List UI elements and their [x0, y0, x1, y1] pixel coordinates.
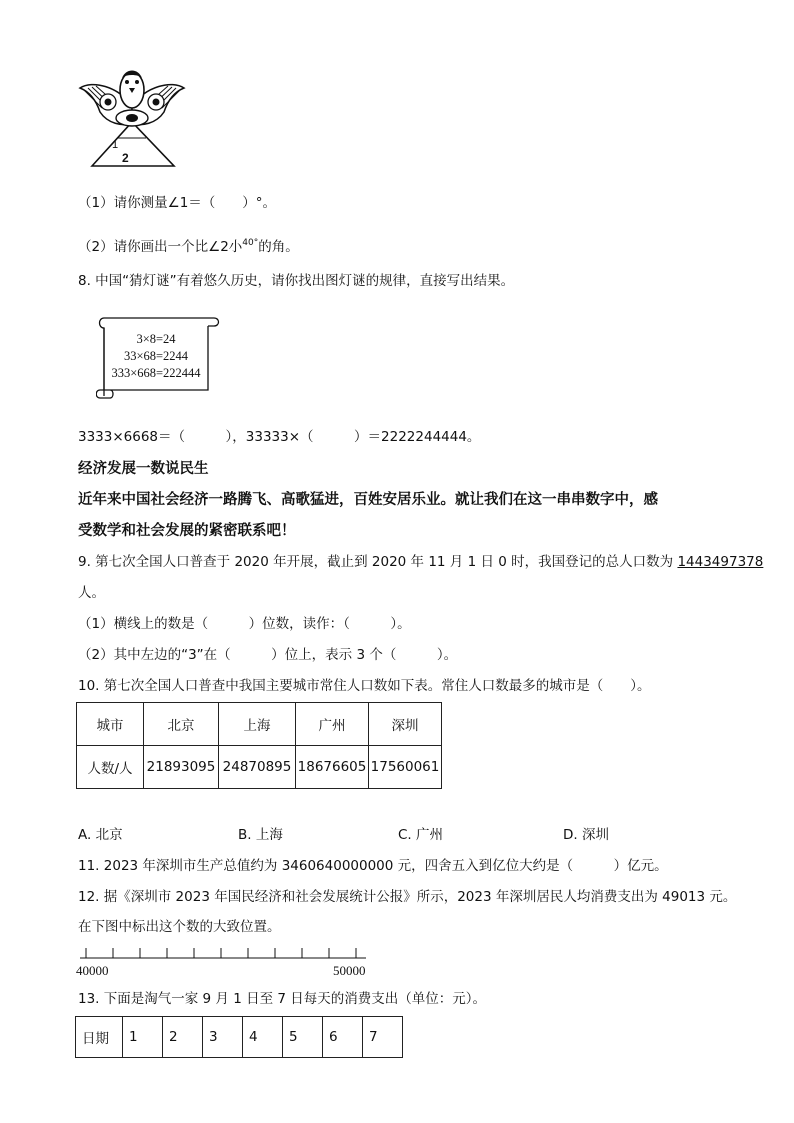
q7-part2-b: 的角。 — [258, 239, 299, 255]
q7-part2-sup: 40° — [242, 238, 259, 248]
table-cell: 21893095 — [144, 746, 219, 789]
q9-part2: （2）其中左边的“3”在（ ）位上，表示 3 个（ ）。 — [78, 647, 458, 663]
q7-part1: （1）请你测量∠1＝（ ）°。 — [78, 195, 277, 211]
q8-text: 8. 中国“猜灯谜”有着悠久历史，请你找出图灯谜的规律，直接写出结果。 — [78, 273, 515, 289]
lantern-riddle-scroll — [96, 312, 222, 400]
q10-option-d: D. 深圳 — [563, 827, 609, 843]
section-intro-line2: 受数学和社会发展的紧密联系吧！ — [78, 523, 296, 539]
q10-option-a: A. 北京 — [78, 827, 123, 843]
q10-option-b: B. 上海 — [238, 827, 283, 843]
table-cell: 7 — [363, 1017, 403, 1058]
section-intro-line1: 近年来中国社会经济一路腾飞、高歌猛进，百姓安居乐业。就让我们在这一串串数字中，感 — [78, 492, 658, 508]
number-line — [80, 944, 370, 968]
q13-text: 13. 下面是淘气一家 9 月 1 日至 7 日每天的消费支出（单位：元）。 — [78, 991, 487, 1007]
q9-text — [78, 553, 763, 571]
q7-part2 — [78, 238, 299, 258]
q7-part2-a: （2）请你画出一个比∠2小 — [78, 239, 243, 255]
table-cell: 3 — [203, 1017, 243, 1058]
q9-part1: （1）横线上的数是（ ）位数，读作：（ ）。 — [78, 616, 411, 632]
table-cell: 1 — [123, 1017, 163, 1058]
population-table — [76, 702, 442, 789]
angle2-label: 2 — [122, 151, 129, 165]
table-cell: 上海 — [219, 703, 296, 746]
q12-text-line1: 12. 据《深圳市 2023 年国民经济和社会发展统计公报》所示，2023 年深圳居民人均消费支出为 49013 元。 — [78, 889, 737, 905]
q8-answer: 3333×6668＝（ ），33333×（ ）＝2222244444。 — [78, 429, 481, 445]
kite-image — [78, 66, 186, 174]
table-cell: 北京 — [144, 703, 219, 746]
q12-text-line2: 在下图中标出这个数的大致位置。 — [78, 919, 281, 935]
table-cell: 广州 — [296, 703, 369, 746]
table-cell: 2 — [163, 1017, 203, 1058]
table-cell: 24870895 — [219, 746, 296, 789]
table-row — [77, 703, 442, 746]
q10-text: 10. 第七次全国人口普查中我国主要城市常住人口数如下表。常住人口数最多的城市是（ ）。 — [78, 678, 651, 694]
table-cell: 6 — [323, 1017, 363, 1058]
table-cell: 人数/人 — [77, 746, 144, 789]
scroll-line-1: 3×8=24 — [136, 332, 176, 346]
table-row — [76, 1017, 403, 1058]
q9-number: 1443497378 — [677, 554, 764, 570]
table-cell: 17560061 — [369, 746, 442, 789]
q9-text-b: 人。 — [78, 585, 105, 601]
scroll-line-2: 33×68=2244 — [123, 349, 189, 363]
section-title: 经济发展一数说民生 — [78, 461, 209, 477]
q9-text-a: 9. 第七次全国人口普查于 2020 年开展，截止到 2020 年 11 月 1 日 0 时，我国登记的总人口数为 — [78, 554, 678, 570]
table-cell: 4 — [243, 1017, 283, 1058]
angle1-label: 1 — [112, 139, 119, 151]
table-cell: 深圳 — [369, 703, 442, 746]
table-cell: 18676605 — [296, 746, 369, 789]
table-cell: 城市 — [77, 703, 144, 746]
table-cell: 日期 — [76, 1017, 123, 1058]
table-cell: 5 — [283, 1017, 323, 1058]
number-line-start: 40000 — [76, 963, 109, 978]
table-row — [77, 746, 442, 789]
daily-spending-table — [75, 1016, 403, 1058]
q10-option-c: C. 广州 — [398, 827, 444, 843]
q11-text: 11. 2023 年深圳市生产总值约为 3460640000000 元，四舍五入到亿位大约是（ ）亿元。 — [78, 858, 668, 874]
scroll-line-3: 333×668=222444 — [111, 366, 201, 380]
number-line-end: 50000 — [333, 963, 366, 978]
